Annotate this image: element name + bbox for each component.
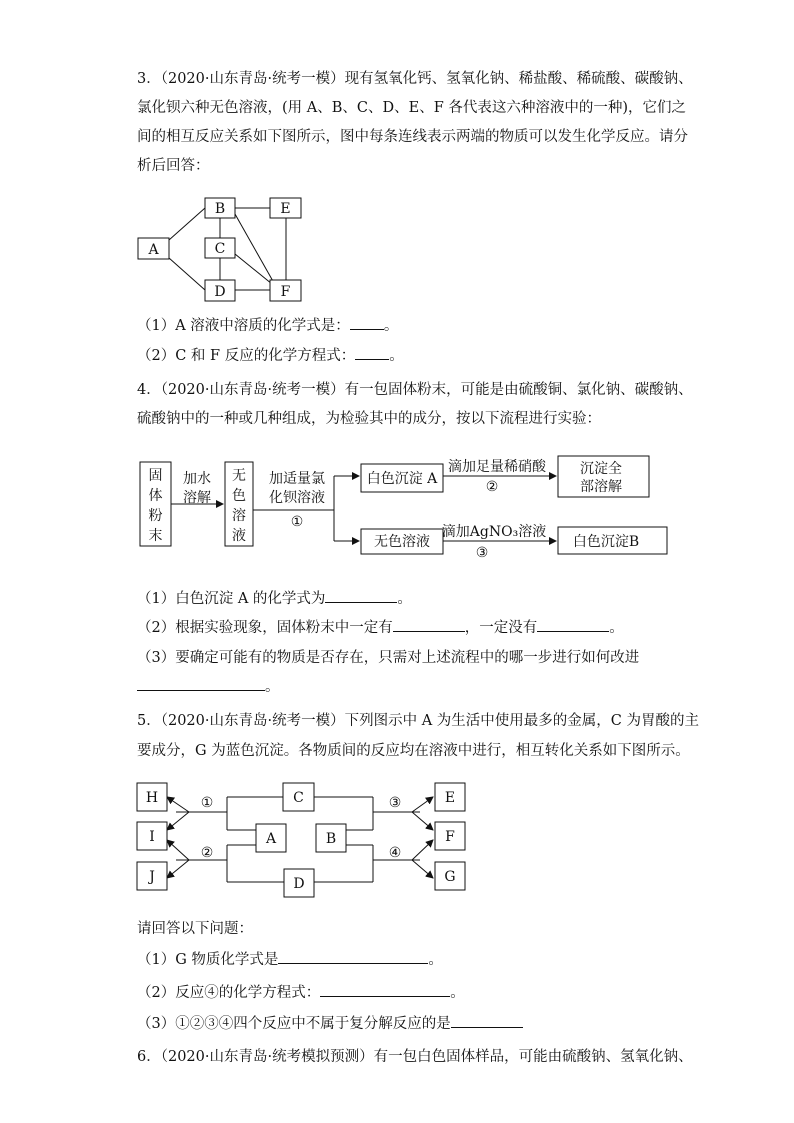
q5-label-a: A: [265, 831, 277, 847]
q3-line3: 间的相互反应关系如下图所示，图中每条连线表示两端的物质可以发生化学反应。请分: [137, 129, 688, 145]
q5-label-c: C: [293, 790, 304, 806]
q5-sub3-blank[interactable]: [451, 1013, 523, 1028]
q5-arrow-i-top: [167, 812, 189, 830]
q5-line2: 要成分，G 为蓝色沉淀。各物质间的反应均在溶液中进行，相互转化关系如下图所示。: [137, 743, 690, 759]
q4-precip-b: 白色沉淀B: [572, 534, 640, 550]
q4-num-1: ①: [290, 514, 304, 530]
q5-sub1-blank[interactable]: [278, 949, 428, 964]
q4-sub2-text-b: ，一定没有: [464, 620, 538, 636]
q3-sub2-text: （2）C 和 F 反应的化学方程式：: [137, 348, 356, 364]
q4-num-2: ②: [485, 479, 499, 495]
q5-sub2-end: 。: [450, 985, 465, 1001]
q4-solid-3: 粉: [148, 508, 163, 524]
q4-sol-2: 色: [232, 488, 246, 504]
q3-line2: 氯化钡六种无色溶液，(用 A、B、C、D、E、F 各代表这六种溶液中的一种)，它们之: [137, 100, 687, 116]
q5-label-f: F: [445, 829, 455, 845]
q5-arrow-g: [412, 860, 433, 878]
q4-water-1: 加水: [183, 471, 211, 487]
q4-solid-2: 体: [148, 488, 163, 504]
q5-sub3-text: （3）①②③④四个反应中不属于复分解反应的是: [137, 1016, 451, 1032]
q5-num-3: ③: [388, 795, 402, 811]
q4-water-2: 溶解: [183, 490, 211, 506]
q4-sub1-end: 。: [397, 591, 412, 607]
q4-sub3: （3）要确定可能有的物质是否存在，只需对上述流程中的哪一步进行如何改进: [137, 650, 640, 666]
q4-reagent-1: 加适量氯: [269, 471, 325, 487]
q3-sub1-end: 。: [383, 318, 399, 334]
q3-sub2-end: 。: [389, 348, 404, 364]
q5-label-g: G: [444, 869, 456, 885]
q5-label-j: J: [149, 869, 155, 885]
q4-sol-3: 溶: [232, 508, 246, 524]
q4-acid: 滴加足量稀硝酸: [448, 459, 546, 475]
q5-arrow-e: [412, 797, 433, 812]
q5-arrow-h: [167, 797, 189, 812]
q3-label-a: A: [148, 242, 159, 258]
q5-sub1-text: （1）G 物质化学式是: [137, 952, 279, 968]
q4-sol-1: 无: [232, 468, 246, 484]
q5-num-2: ②: [200, 845, 214, 861]
q3-sub1-text: （1）A 溶液中溶质的化学式是：: [137, 318, 350, 334]
q4-dissolve-1: 沉淀全: [580, 461, 622, 477]
q5-arrow-i-bottom: [167, 840, 189, 860]
q5-arrow-f-bottom: [412, 840, 433, 860]
q5-line1: 5．（2020·山东青岛·统考一模）下列图示中 A 为生活中使用最多的金属，C 为胃酸的主: [137, 713, 699, 729]
q5-label-b: B: [325, 831, 337, 847]
q5-prompt: 请回答以下问题：: [137, 921, 253, 937]
q5-arrow-f-top: [412, 812, 433, 830]
q4-sub2-text-a: （2）根据实验现象，固体粉末中一定有: [137, 620, 393, 636]
q3-line4: 析后回答：: [137, 158, 210, 174]
q3-label-d: D: [214, 284, 226, 300]
q5-sub2: [137, 982, 465, 1004]
q5-sub1: [137, 949, 443, 971]
q4-colorless: 无色溶液: [374, 534, 430, 550]
q4-reagent-2: 化钡溶液: [269, 490, 325, 506]
q4-precip-a: 白色沉淀 A: [366, 471, 438, 487]
q5-arrow-j: [167, 860, 189, 878]
q3-label-f: F: [280, 284, 291, 300]
q5-sub1-end: 。: [428, 952, 443, 968]
q5-label-h: H: [145, 790, 159, 806]
q4-sub1-text: （1）白色沉淀 A 的化学式为: [137, 591, 326, 607]
q4-sol-4: 液: [232, 528, 246, 544]
q4-dissolve-2: 部溶解: [580, 479, 622, 495]
q5-label-d: D: [293, 876, 305, 892]
q3-label-e: E: [280, 201, 291, 217]
q5-num-4: ④: [388, 845, 402, 861]
q5-sub2-blank[interactable]: [320, 982, 450, 997]
q4-num-3: ③: [475, 545, 489, 561]
q5-label-i: I: [149, 829, 155, 845]
q3-label-b: B: [214, 201, 226, 217]
q5-label-e: E: [444, 790, 456, 806]
q5-sub2-text: （2）反应④的化学方程式：: [137, 985, 321, 1001]
q5-sub3: [137, 1013, 523, 1035]
q4-line2: 硫酸钠中的一种或几种组成，为检验其中的成分，按以下流程进行实验：: [137, 411, 601, 427]
q4-solid-4: 末: [148, 528, 163, 544]
q4-solid-1: 固: [148, 468, 163, 484]
q5-num-1: ①: [200, 795, 214, 811]
q3-label-c: C: [214, 241, 226, 257]
q4-sub2-end: 。: [609, 620, 624, 636]
q4-sub3-end: 。: [265, 679, 280, 695]
q4-line1: 4．（2020·山东青岛·统考一模）有一包固体粉末，可能是由硫酸铜、氯化钠、碳酸钠、: [137, 382, 693, 398]
q3-line1: 3．（2020·山东青岛·统考一模）现有氢氧化钙、氢氧化钠、稀盐酸、稀硫酸、碳酸钠、: [137, 71, 693, 87]
q6-line1: 6．（2020·山东青岛·统考模拟预测）有一包白色固体样品，可能由硫酸钠、氢氧化钠、: [137, 1049, 693, 1065]
q4-agno3: 滴加AgNO₃溶液: [441, 524, 547, 540]
